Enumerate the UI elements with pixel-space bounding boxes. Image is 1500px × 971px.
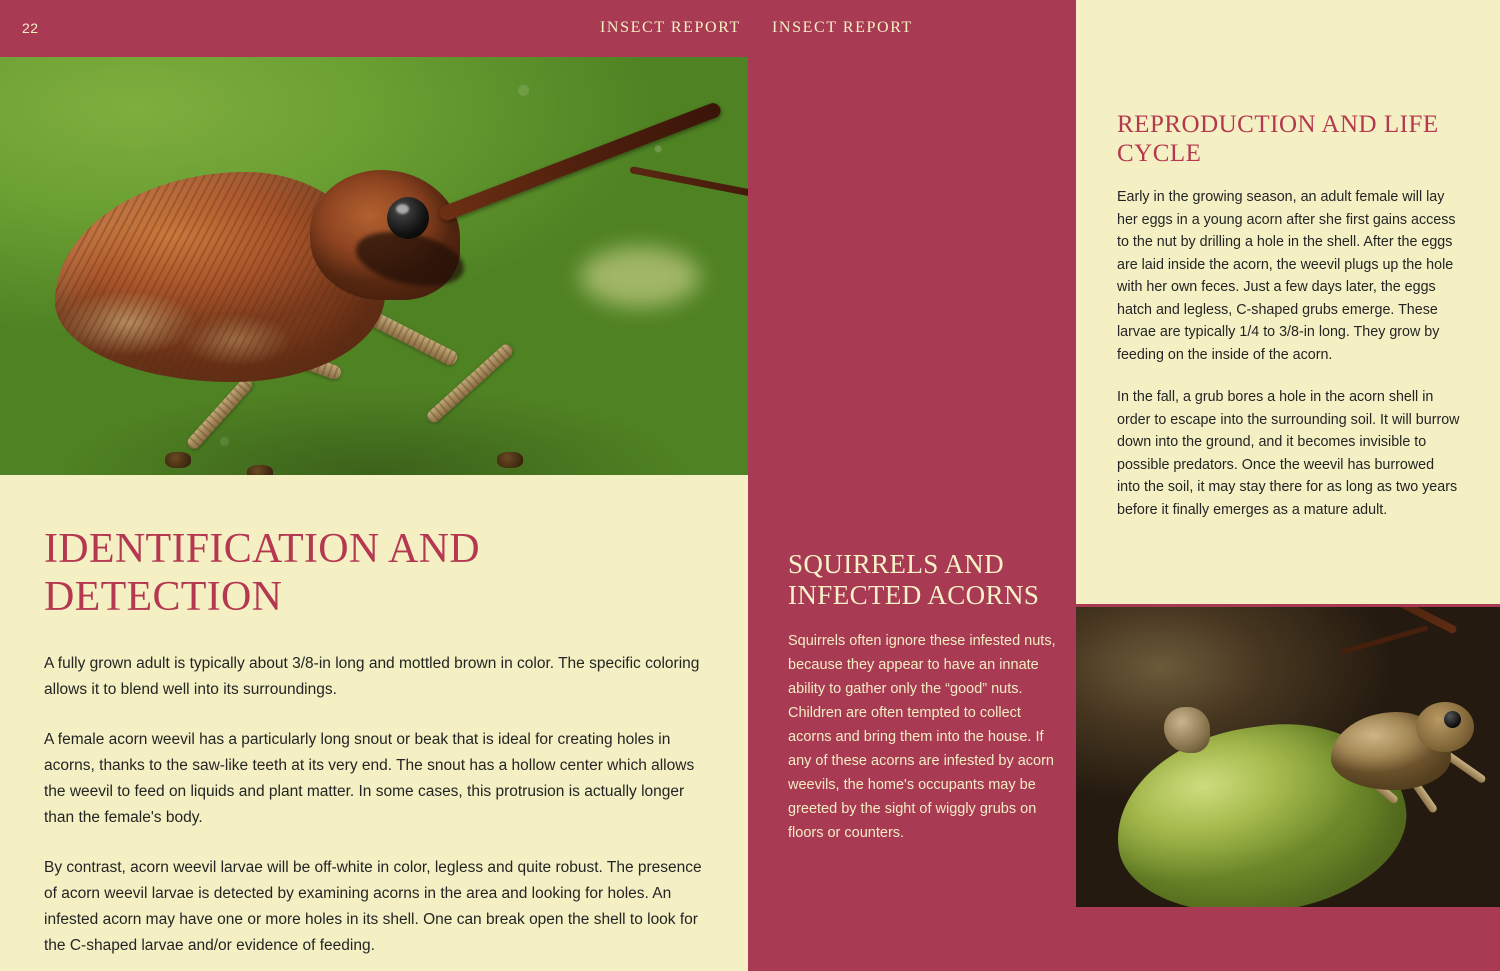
sidebar-paragraph: Squirrels often ignore these infested nuts, because they appear to have an innate ability to gather only the “good” nuts. Children are often tempted to collect acorns and bring them into the house. If any of these acorns are infested by acorn weevils, the home's occupants may be greeted by the sight of wiggly grubs on floors or counters. <box>788 633 1056 841</box>
sidebar-title: SQUIRRELS AND INFECTED ACORNS <box>788 549 1040 610</box>
folio-left: 22 <box>22 20 39 36</box>
squirrels-sidebar <box>788 549 1056 845</box>
weevil-hero-photo <box>0 57 748 475</box>
weevil-acorn-photo <box>1076 607 1500 907</box>
acorn-weevil-head <box>1416 702 1474 752</box>
left-page <box>0 57 748 971</box>
acorn-weevil-eye <box>1444 711 1461 728</box>
body-paragraph: Early in the growing season, an adult female will lay her eggs in a young acorn after she first gains access to the nut by drilling a hole in the shell. After the eggs are laid inside the acorn, the weevil plugs up the hole with her own feces. Just a few days later, the eggs hatch and legless, C-shaped grubs emerge. These larvae are typically 1/4 to 3/8-in long. They grow by feeding on the inside of the acorn. <box>1117 189 1456 363</box>
reproduction-article <box>1117 110 1460 521</box>
reproduction-title: REPRODUCTION AND LIFE CYCLE <box>1117 111 1439 167</box>
identification-article <box>44 525 704 959</box>
page-title: IDENTIFICATION AND DETECTION <box>44 526 480 620</box>
weevil-illustration <box>55 152 475 397</box>
weevil-foot-1 <box>165 452 191 468</box>
middle-column <box>748 57 1076 971</box>
weevil-foot-2 <box>247 465 273 475</box>
body-paragraph: In the fall, a grub bores a hole in the acorn shell in order to escape into the surrounding soil. It will burrow down into the ground, and it becomes invisible to possible predators. Once the weevil has burrowed into the soil, it may stay there for as long as two years before it finally emerges as a mature adult. <box>1117 389 1460 518</box>
running-head-right: INSECT REPORT <box>772 19 913 36</box>
body-paragraph: A fully grown adult is typically about 3/8-in long and mottled brown in color. The specific coloring allows it to blend well into its surroundings. <box>44 655 700 698</box>
weevil-eye <box>387 197 429 239</box>
running-head-left: INSECT REPORT <box>600 19 741 36</box>
weevil-snout-group <box>440 162 730 260</box>
weevil-foot-3 <box>497 452 523 468</box>
body-paragraph: A female acorn weevil has a particularly long snout or beak that is ideal for creating holes in acorns, thanks to the saw-like teeth at its very end. The snout has a hollow center which allows the weevil to feed on liquids and plant matter. In some cases, this protrusion is actually longer than the female's body. <box>44 731 695 826</box>
weevil-eye-glint <box>396 204 409 214</box>
body-paragraph: By contrast, acorn weevil larvae will be off-white in color, legless and quite robust. The presence of acorn weevil larvae is detected by examining acorns in the area and looking for holes. An infested acorn may have one or more holes in its shell. One can break open the shell to look for the C-shaped larvae and/or evidence of feeding. <box>44 859 702 954</box>
